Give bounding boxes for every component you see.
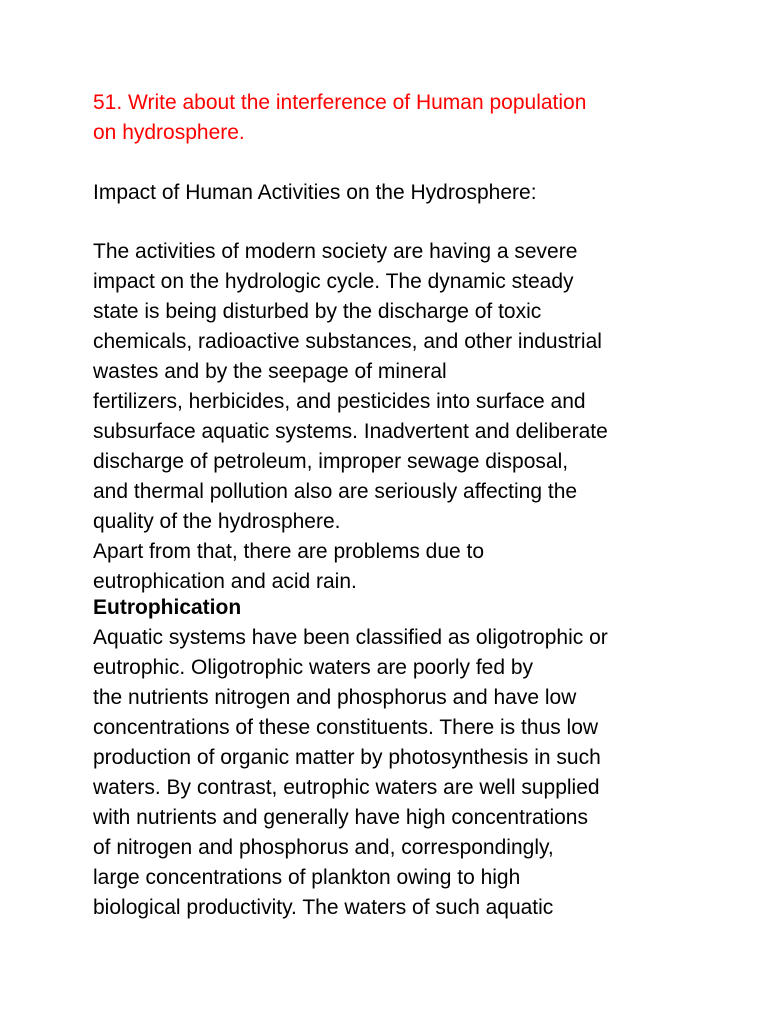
eutrophication-heading: Eutrophication [93, 596, 242, 619]
body-paragraph-eutrophication: Aquatic systems have been classified as oligotrophic or eutrophic. Oligotrophic waters are poorly fed by the nutrients nitrogen and phosphorus and have low concentrations of these constituents. There is thus low production of organic matter by photosynthesis in such waters. By contrast, eutrophic waters are well supplied with nutrients and generally have high concentrations of nitrogen and phosphorus and, correspondingly, large concentrations of plankton owing to high biological productivity. The waters of such aquatic [93, 626, 608, 919]
question-heading: 51. Write about the interference of Human population on hydrosphere. [93, 91, 587, 144]
section-subtitle: Impact of Human Activities on the Hydrosphere: [93, 181, 537, 204]
body-paragraph-impact: The activities of modern society are having a severe impact on the hydrologic cycle. The dynamic steady state is being disturbed by the discharge of toxic chemicals, radioactive substances, and other industrial wastes and by the seepage of mineral fertilizers, herbicides, and pesticides into surface and subsurface aquatic systems. Inadvertent and deliberate discharge of petroleum, improper sewage disposal, and thermal pollution also are seriously affecting the quality of the hydrosphere. Apart from that, there are problems due to eutrophication and acid rain. [93, 240, 608, 593]
